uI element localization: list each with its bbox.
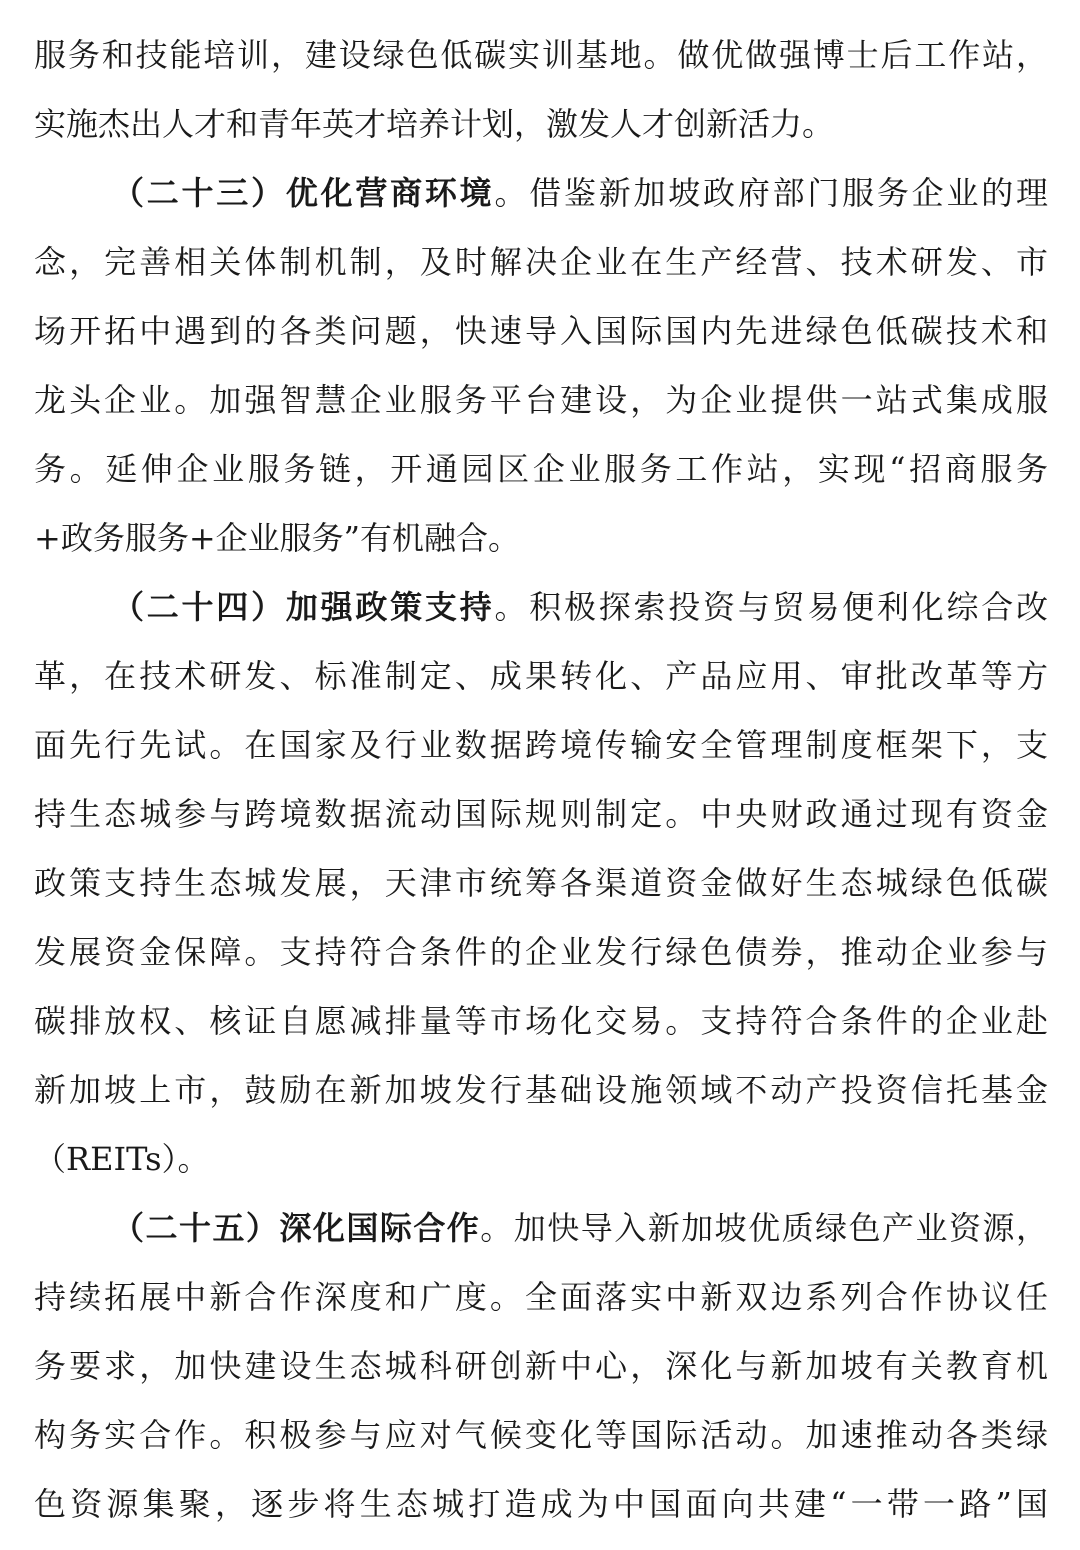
section-25-text: 。加快导入新加坡优质绿色产业资源， <box>480 1209 1048 1247</box>
section-24-heading: （二十四）加强政策支持 <box>112 588 495 626</box>
paragraph-line: 碳排放权、核证自愿减排量等市场化交易。支持符合条件的企业赴 <box>34 1002 1048 1040</box>
section-24-first-line <box>34 573 1048 642</box>
paragraph-line: 实施杰出人才和青年英才培养计划，激发人才创新活力。 <box>34 105 835 143</box>
section-23-first-line <box>34 159 1048 228</box>
paragraph-line: 念，完善相关体制机制，及时解决企业在生产经营、技术研发、市 <box>34 243 1048 281</box>
section-23-text: 。借鉴新加坡政府部门服务企业的理 <box>494 174 1048 212</box>
paragraph-line: 务。延伸企业服务链，开通园区企业服务工作站，实现“招商服务 <box>34 450 1048 488</box>
section-24-text: 。积极探索投资与贸易便利化综合改 <box>494 588 1048 626</box>
paragraph-line: 革，在技术研发、标准制定、成果转化、产品应用、审批改革等方 <box>34 657 1048 695</box>
paragraph-line: （REITs）。 <box>34 1140 210 1178</box>
document-page <box>34 0 1048 1539</box>
paragraph-line: 构务实合作。积极参与应对气候变化等国际活动。加速推动各类绿 <box>34 1416 1048 1454</box>
paragraph-line: 面先行先试。在国家及行业数据跨境传输安全管理制度框架下，支 <box>34 726 1048 764</box>
paragraph-line: 发展资金保障。支持符合条件的企业发行绿色债券，推动企业参与 <box>34 933 1048 971</box>
paragraph-line: 务要求，加快建设生态城科研创新中心，深化与新加坡有关教育机 <box>34 1347 1048 1385</box>
paragraph-line: 持续拓展中新合作深度和广度。全面落实中新双边系列合作协议任 <box>34 1278 1048 1316</box>
paragraph-line: 政策支持生态城发展，天津市统筹各渠道资金做好生态城绿色低碳 <box>34 864 1048 902</box>
section-23-heading: （二十三）优化营商环境 <box>112 174 495 212</box>
paragraph-line: 新加坡上市，鼓励在新加坡发行基础设施领域不动产投资信托基金 <box>34 1071 1048 1109</box>
paragraph-line: 龙头企业。加强智慧企业服务平台建设，为企业提供一站式集成服 <box>34 381 1048 419</box>
paragraph-line: 场开拓中遇到的各类问题，快速导入国际国内先进绿色低碳技术和 <box>34 312 1048 350</box>
paragraph-line: 持生态城参与跨境数据流动国际规则制定。中央财政通过现有资金 <box>34 795 1048 833</box>
section-25-first-line <box>34 1194 1048 1263</box>
section-25-heading: （二十五）深化国际合作 <box>112 1209 481 1247</box>
paragraph-line: +政务服务+企业服务”有机融合。 <box>34 519 520 557</box>
paragraph-line: 服务和技能培训，建设绿色低碳实训基地。做优做强博士后工作站， <box>34 36 1048 74</box>
paragraph-line: 色资源集聚，逐步将生态城打造成为中国面向共建“一带一路”国 <box>34 1485 1048 1523</box>
